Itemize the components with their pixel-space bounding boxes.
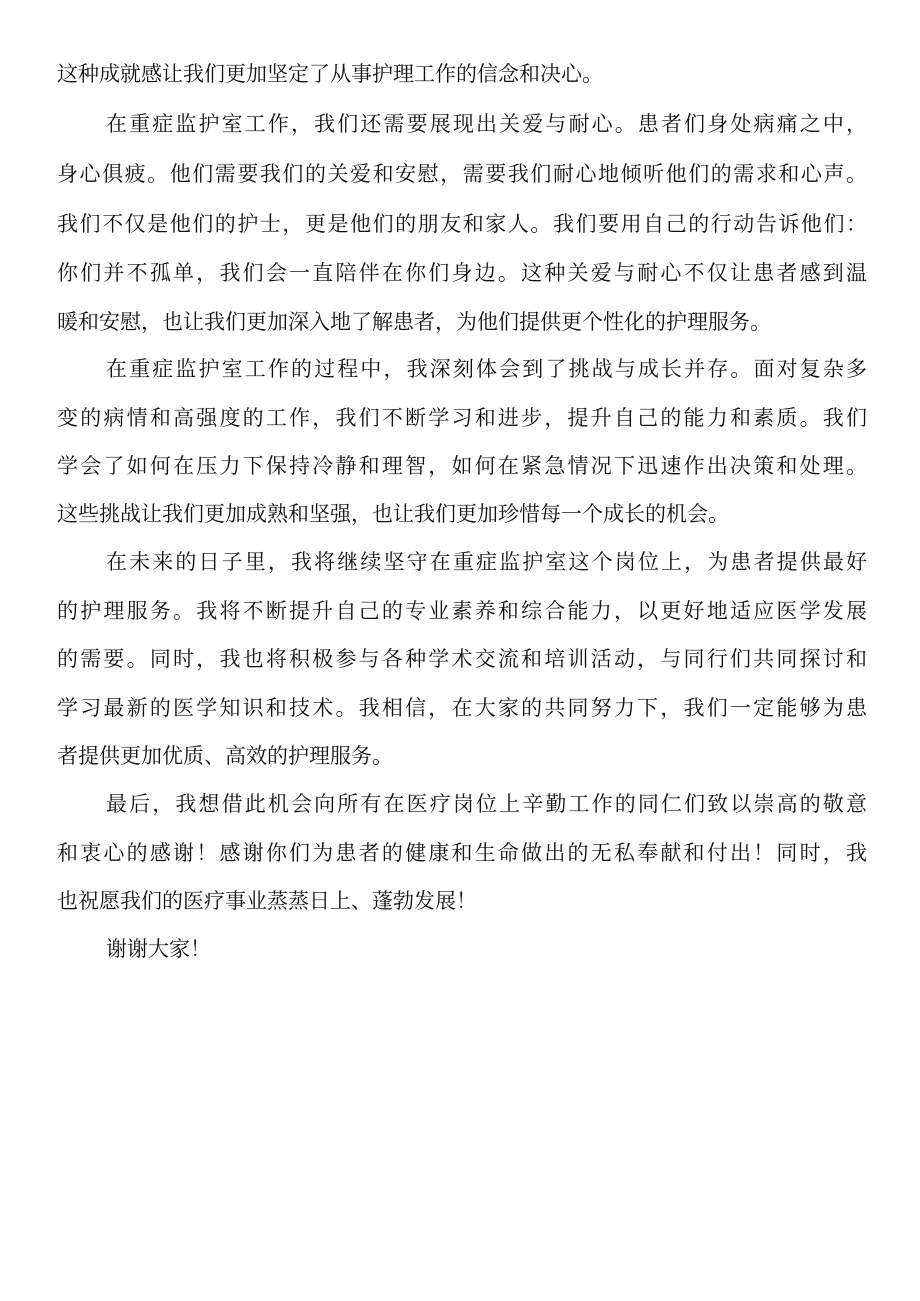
paragraph-line: 身心俱疲。他们需要我们的关爱和安慰，需要我们耐心地倾听他们的需求和心声。 bbox=[57, 162, 867, 186]
paragraph-line: 暖和安慰，也让我们更加深入地了解患者，为他们提供更个性化的护理服务。 bbox=[57, 310, 771, 334]
paragraph-line: 这种成就感让我们更加坚定了从事护理工作的信念和决心。 bbox=[57, 62, 603, 86]
paragraph-line: 学会了如何在压力下保持冷静和理智，如何在紧急情况下迅速作出决策和处理。 bbox=[57, 454, 867, 478]
closing-line: 谢谢大家！ bbox=[106, 937, 211, 961]
paragraph-line: 的护理服务。我将不断提升自己的专业素养和综合能力，以更好地适应医学发展 bbox=[57, 599, 867, 623]
paragraph-line: 在重症监护室工作，我们还需要展现出关爱与耐心。患者们身处病痛之中， bbox=[106, 112, 867, 136]
paragraph-line: 这些挑战让我们更加成熟和坚强，也让我们更加珍惜每一个成长的机会。 bbox=[57, 502, 729, 526]
paragraph-line: 和衷心的感谢！感谢你们为患者的健康和生命做出的无私奉献和付出！同时，我 bbox=[57, 841, 867, 865]
paragraph-line: 在重症监护室工作的过程中，我深刻体会到了挑战与成长并存。面对复杂多 bbox=[106, 357, 867, 381]
paragraph-line: 在未来的日子里，我将继续坚守在重症监护室这个岗位上，为患者提供最好 bbox=[106, 550, 867, 574]
paragraph-line: 者提供更加优质、高效的护理服务。 bbox=[57, 744, 393, 768]
paragraph-line: 也祝愿我们的医疗事业蒸蒸日上、蓬勃发展！ bbox=[57, 889, 477, 913]
paragraph-line: 我们不仅是他们的护士，更是他们的朋友和家人。我们要用自己的行动告诉他们： bbox=[57, 212, 867, 236]
paragraph-line: 学习最新的医学知识和技术。我相信，在大家的共同努力下，我们一定能够为患 bbox=[57, 696, 867, 720]
paragraph-line: 你们并不孤单，我们会一直陪伴在你们身边。这种关爱与耐心不仅让患者感到温 bbox=[57, 261, 867, 285]
paragraph-line: 的需要。同时，我也将积极参与各种学术交流和培训活动，与同行们共同探讨和 bbox=[57, 647, 867, 671]
paragraph-line: 最后，我想借此机会向所有在医疗岗位上辛勤工作的同仁们致以崇高的敬意 bbox=[106, 792, 867, 816]
paragraph-line: 变的病情和高强度的工作，我们不断学习和进步，提升自己的能力和素质。我们 bbox=[57, 406, 867, 430]
